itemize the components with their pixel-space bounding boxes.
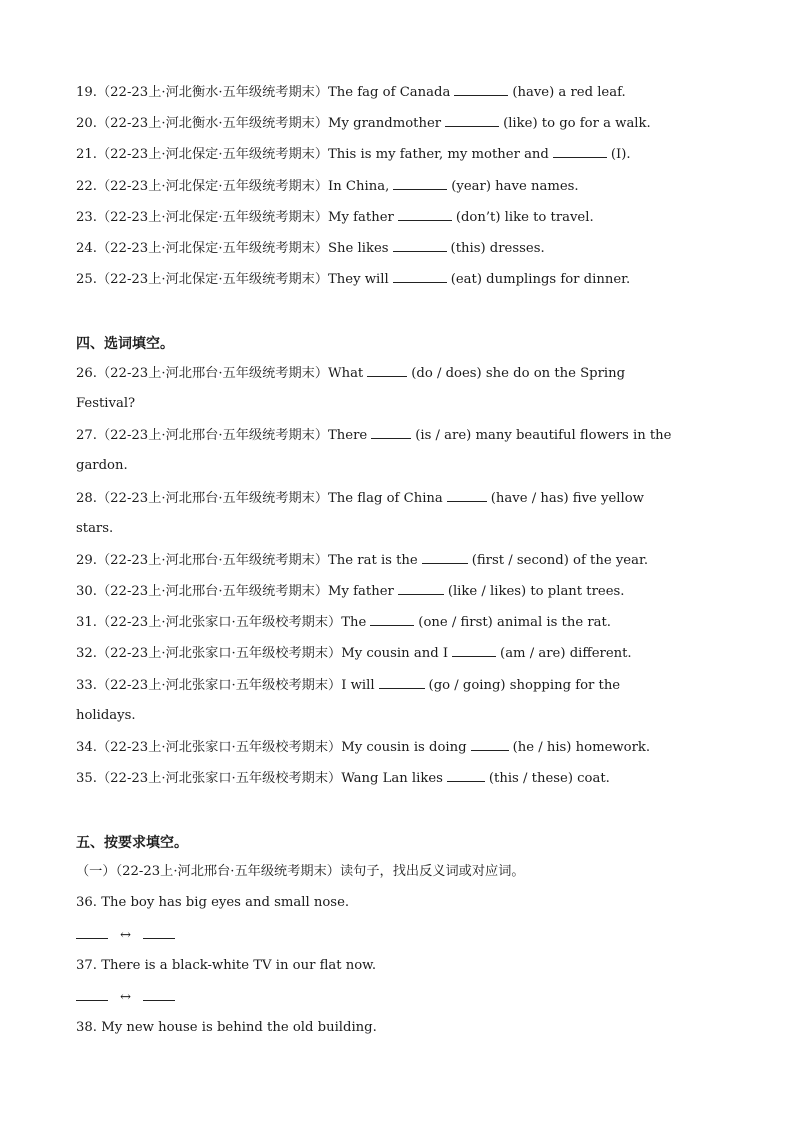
question-options: (am / are) different. <box>500 646 632 661</box>
question-31 <box>76 613 716 632</box>
question-text: My father <box>328 584 394 599</box>
answer-blank[interactable] <box>143 988 175 1001</box>
question-number: 26. <box>76 366 97 381</box>
answer-blank[interactable] <box>454 83 508 96</box>
double-arrow-icon: ↔ <box>120 990 132 1005</box>
question-text: My new house is behind the old building. <box>101 1020 377 1035</box>
question-26 <box>76 364 716 383</box>
question-36 <box>76 894 716 912</box>
question-number: 22. <box>76 179 97 194</box>
question-text: Wang Lan likes <box>341 771 443 786</box>
question-number: 38. <box>76 1020 97 1035</box>
question-options: (go / going) shopping for the <box>428 678 621 693</box>
section-heading: 四、选词填空。 <box>76 336 174 352</box>
answer-blank[interactable] <box>143 926 175 939</box>
question-source: （22-23上·河北邢台·五年级统考期末） <box>96 366 329 381</box>
question-number: 21. <box>76 147 97 162</box>
question-21 <box>76 145 716 164</box>
question-options: (this / these) coat. <box>488 771 610 786</box>
question-32 <box>76 644 716 663</box>
question-source: （22-23上·河北张家口·五年级校考期末） <box>96 740 342 755</box>
answer-blank[interactable] <box>398 582 444 595</box>
question-hint: (like) to go for a walk. <box>503 116 651 131</box>
question-22 <box>76 177 716 196</box>
question-options: (first / second) of the year. <box>471 553 649 568</box>
question-number: 36. <box>76 895 97 910</box>
question-text: She likes <box>328 241 389 256</box>
question-text: My grandmother <box>328 116 442 131</box>
question-37 <box>76 957 716 975</box>
question-text: There is a black-white TV in our flat now. <box>101 958 377 973</box>
question-source: （22-23上·河北邢台·五年级统考期末） <box>96 584 329 599</box>
answer-blank[interactable] <box>398 208 452 221</box>
question-35 <box>76 769 716 788</box>
question-text: The <box>341 615 367 630</box>
question-28 <box>76 489 716 508</box>
answer-pair-36 <box>76 926 716 945</box>
answer-blank[interactable] <box>553 145 607 158</box>
question-33-cont: holidays. <box>76 708 136 723</box>
question-source: （22-23上·河北保定·五年级统考期末） <box>96 241 329 256</box>
question-number: 27. <box>76 428 97 443</box>
question-hint: (I). <box>610 147 631 162</box>
question-text: My father <box>328 210 394 225</box>
question-text: I will <box>341 678 375 693</box>
answer-blank[interactable] <box>370 613 414 626</box>
question-hint: (eat) dumplings for dinner. <box>450 272 631 287</box>
question-options: (he / his) homework. <box>512 740 651 755</box>
question-33 <box>76 676 716 695</box>
question-27 <box>76 426 716 445</box>
question-number: 35. <box>76 771 97 786</box>
question-number: 32. <box>76 646 97 661</box>
question-number: 31. <box>76 615 97 630</box>
question-number: 34. <box>76 740 97 755</box>
answer-blank[interactable] <box>447 769 485 782</box>
question-text: My cousin is doing <box>341 740 467 755</box>
question-26-cont: Festival? <box>76 396 136 411</box>
question-number: 25. <box>76 272 97 287</box>
question-text: What <box>328 366 364 381</box>
answer-blank[interactable] <box>445 114 499 127</box>
answer-blank[interactable] <box>367 364 407 377</box>
question-number: 20. <box>76 116 97 131</box>
question-28-cont: stars. <box>76 521 114 536</box>
answer-blank[interactable] <box>447 489 487 502</box>
answer-blank[interactable] <box>422 551 468 564</box>
question-number: 28. <box>76 491 97 506</box>
question-number: 37. <box>76 958 97 973</box>
answer-pair-37 <box>76 988 716 1007</box>
answer-blank[interactable] <box>393 270 447 283</box>
answer-blank[interactable] <box>393 239 447 252</box>
question-number: 23. <box>76 210 97 225</box>
question-source: （22-23上·河北保定·五年级统考期末） <box>96 210 329 225</box>
question-24 <box>76 239 716 258</box>
answer-blank[interactable] <box>371 426 411 439</box>
question-hint: (don’t) like to travel. <box>455 210 594 225</box>
question-options: (like / likes) to plant trees. <box>447 584 625 599</box>
question-options: (do / does) she do on the Spring <box>411 366 626 381</box>
question-hint: (have) a red leaf. <box>512 85 626 100</box>
question-20 <box>76 114 716 133</box>
question-34 <box>76 738 716 757</box>
question-text: My cousin and I <box>341 646 449 661</box>
question-text: The boy has big eyes and small nose. <box>101 895 350 910</box>
answer-blank[interactable] <box>76 988 108 1001</box>
subsection-instruction: （一）（22-23上·河北邢台·五年级统考期末）读句子，找出反义词或对应词。 <box>76 864 525 879</box>
question-number: 24. <box>76 241 97 256</box>
answer-blank[interactable] <box>452 644 496 657</box>
question-text: The fag of Canada <box>328 85 451 100</box>
question-source: （22-23上·河北张家口·五年级校考期末） <box>96 678 342 693</box>
question-source: （22-23上·河北张家口·五年级校考期末） <box>96 771 342 786</box>
answer-blank[interactable] <box>379 676 425 689</box>
question-number: 19. <box>76 85 97 100</box>
question-30 <box>76 582 716 601</box>
answer-blank[interactable] <box>471 738 509 751</box>
question-options: (is / are) many beautiful flowers in the <box>415 428 672 443</box>
question-number: 33. <box>76 678 97 693</box>
question-source: （22-23上·河北邢台·五年级统考期末） <box>96 491 329 506</box>
question-number: 30. <box>76 584 97 599</box>
section-heading: 五、按要求填空。 <box>76 835 188 851</box>
question-27-cont: gardon. <box>76 458 128 473</box>
question-options: (one / first) animal is the rat. <box>418 615 611 630</box>
question-hint: (this) dresses. <box>450 241 545 256</box>
question-source: （22-23上·河北邢台·五年级统考期末） <box>96 553 329 568</box>
question-source: （22-23上·河北衡水·五年级统考期末） <box>96 116 329 131</box>
question-source: （22-23上·河北衡水·五年级统考期末） <box>96 85 329 100</box>
question-source: （22-23上·河北保定·五年级统考期末） <box>96 272 329 287</box>
question-text: In China, <box>328 179 390 194</box>
question-text: There <box>328 428 368 443</box>
question-23 <box>76 208 716 227</box>
question-hint: (year) have names. <box>451 179 579 194</box>
question-text: The flag of China <box>328 491 443 506</box>
question-source: （22-23上·河北邢台·五年级统考期末） <box>96 428 329 443</box>
question-25 <box>76 270 716 289</box>
question-source: （22-23上·河北张家口·五年级校考期末） <box>96 615 342 630</box>
double-arrow-icon: ↔ <box>120 928 132 943</box>
question-source: （22-23上·河北张家口·五年级校考期末） <box>96 646 342 661</box>
question-options: (have / has) five yellow <box>490 491 644 506</box>
question-source: （22-23上·河北保定·五年级统考期末） <box>96 179 329 194</box>
question-source: （22-23上·河北保定·五年级统考期末） <box>96 147 329 162</box>
question-number: 29. <box>76 553 97 568</box>
question-text: This is my father, my mother and <box>328 147 549 162</box>
question-text: They will <box>328 272 389 287</box>
answer-blank[interactable] <box>76 926 108 939</box>
question-text: The rat is the <box>328 553 418 568</box>
question-29 <box>76 551 716 570</box>
question-19 <box>76 83 716 102</box>
question-38 <box>76 1019 716 1037</box>
answer-blank[interactable] <box>393 177 447 190</box>
